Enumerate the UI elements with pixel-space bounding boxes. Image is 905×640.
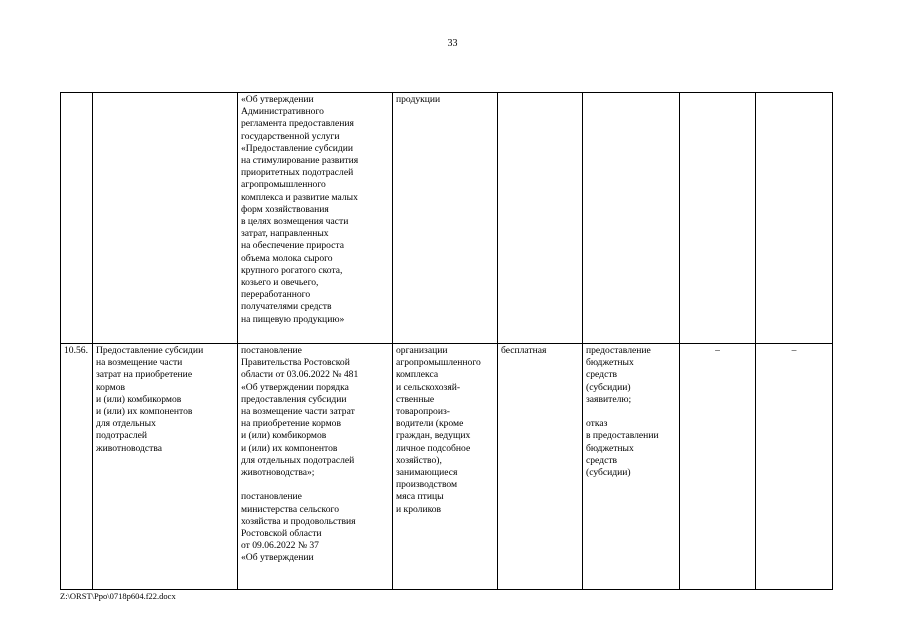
text-line: комплекса (396, 369, 439, 381)
text-line: регламента предоставления (241, 118, 354, 130)
cell-col8 (756, 93, 833, 344)
cell-number (61, 93, 93, 344)
text-line: министерства сельского (241, 503, 340, 515)
page-number: 33 (447, 38, 458, 49)
text-line: бюджетных (586, 357, 634, 369)
text-line: животноводства»; (241, 467, 315, 479)
cell-col7 (680, 93, 756, 344)
text-line: на возмещение части затрат (241, 406, 355, 418)
text-line: объема молока сырого (241, 252, 333, 264)
text-line: «Об утверждении (241, 552, 314, 564)
text-line: козьего и овечьего, (241, 277, 319, 289)
text-line: агропромышленного (241, 179, 326, 191)
text-line: и (или) комбикормов (96, 393, 182, 405)
footer-file-path: Z:\ORST\Ppo\0718p604.f22.docx (60, 591, 176, 601)
text-line: постановление (241, 345, 302, 356)
text-line: заявителю; (586, 393, 632, 405)
text-line: получателями средств (241, 301, 332, 313)
text-line: для отдельных (96, 418, 156, 430)
cell-number: 10.56. (61, 344, 93, 590)
text-line: постановление (241, 491, 302, 503)
text-line: комплекса и развитие малых (241, 191, 358, 203)
text-line: (субсидии) (586, 467, 631, 479)
cell-col7: – (680, 344, 756, 590)
text-line: Ростовской области (241, 528, 322, 540)
text-line: Правительства Ростовской (241, 357, 350, 369)
text-line: форм хозяйствования (241, 203, 329, 215)
text-line: на приобретение кормов (241, 418, 341, 430)
text-line: на обеспечение прироста (241, 240, 344, 252)
text-line: агропромышленного (396, 357, 481, 369)
table-row-10-56 (61, 344, 833, 590)
text-line: Предоставление субсидии (96, 345, 204, 356)
text-line: хозяйство), (396, 454, 442, 466)
text-line: отказ (586, 418, 608, 430)
text-line: подотраслей (96, 430, 148, 442)
text-line: Административного (241, 106, 324, 118)
text-line: занимающиеся (396, 467, 458, 479)
cell-service-name (93, 344, 238, 590)
text-line: от 09.06.2022 № 37 (241, 540, 319, 552)
cell-recipients (393, 344, 498, 590)
text-line: крупного рогатого скота, (241, 264, 343, 276)
text-line: в целях возмещения части (241, 216, 349, 228)
text-line (586, 406, 676, 418)
text-line: кормов (96, 381, 126, 393)
text-line: мяса птицы (396, 491, 444, 503)
text-line: на пищевую продукцию» (241, 313, 345, 325)
cell-result (583, 344, 680, 590)
text-line: на возмещение части (96, 357, 183, 369)
text-line: продукции (396, 94, 441, 105)
text-line: предоставление (586, 345, 651, 356)
text-line: животноводства (96, 442, 162, 454)
text-line: «Об утверждении (241, 94, 314, 105)
text-line: и кроликов (396, 503, 442, 515)
text-line: на стимулирование развития (241, 155, 359, 167)
text-line: области от 03.06.2022 № 481 (241, 369, 359, 381)
text-line: для отдельных подотраслей (241, 454, 355, 466)
text-line: и (или) комбикормов (241, 430, 327, 442)
services-table (60, 92, 833, 590)
cell-recipients (393, 93, 498, 344)
text-line: ственные (396, 393, 435, 405)
text-line: (субсидии) (586, 381, 631, 393)
text-line: приоритетных подотраслей (241, 167, 354, 179)
text-line: граждан, ведущих (396, 430, 471, 442)
text-line: организации (396, 345, 448, 356)
cell-col8: – (756, 344, 833, 590)
text-line: «Предоставление субсидии (241, 142, 353, 154)
cell-fee: бесплатная (498, 344, 583, 590)
text-line: и (или) их компонентов (96, 406, 193, 418)
text-line: переработанного (241, 289, 311, 301)
cell-legal-acts (238, 93, 393, 344)
text-line: личное подсобное (396, 442, 471, 454)
text-line: производством (396, 479, 458, 491)
text-line: «Об утверждении порядка (241, 381, 349, 393)
text-line: затрат на приобретение (96, 369, 193, 381)
text-line (241, 479, 389, 491)
text-line: средств (586, 454, 618, 466)
text-line: в предоставлении (586, 430, 659, 442)
text-line: хозяйства и продовольствия (241, 515, 356, 527)
text-line: средств (586, 369, 618, 381)
text-line: и сельскохозяй- (396, 381, 461, 393)
cell-result (583, 93, 680, 344)
cell-service-name (93, 93, 238, 344)
text-line: государственной услуги (241, 130, 340, 142)
cell-fee (498, 93, 583, 344)
text-line: затрат, направленных (241, 228, 329, 240)
text-line: товаропроиз- (396, 406, 450, 418)
text-line: и (или) их компонентов (241, 442, 338, 454)
cell-legal-acts (238, 344, 393, 590)
table-row-continuation (61, 93, 833, 344)
text-line: водители (кроме (396, 418, 464, 430)
text-line: бюджетных (586, 442, 634, 454)
text-line: предоставления субсидии (241, 393, 347, 405)
